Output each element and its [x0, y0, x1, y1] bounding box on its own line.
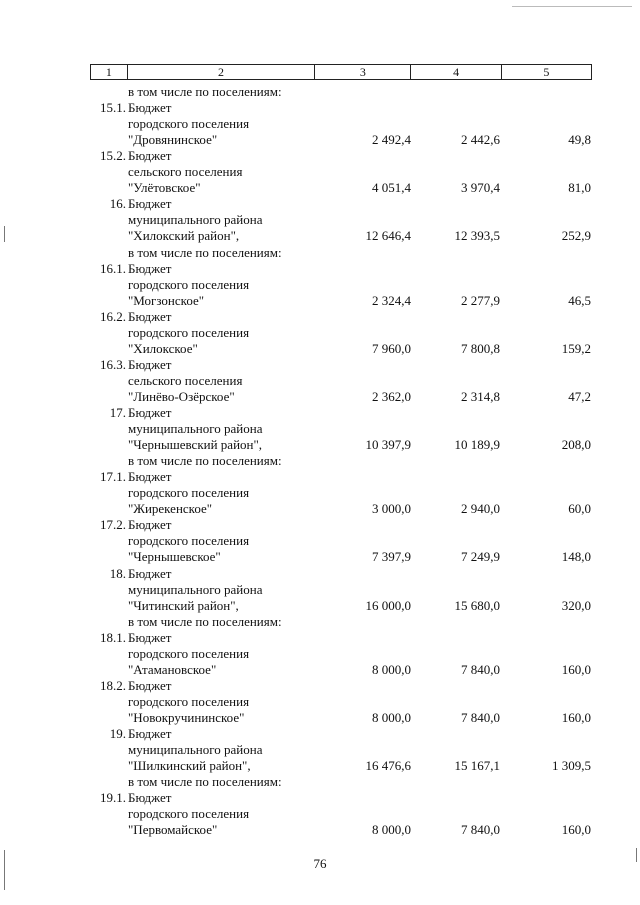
table-row: [0, 373, 640, 389]
value-col-4: 7 800,8: [461, 340, 500, 356]
row-label: в том числе по поселениям:: [128, 774, 282, 790]
value-total: 3 000,0: [372, 501, 411, 517]
row-number: 16.1.: [100, 260, 126, 276]
value-col-4: 7 840,0: [461, 822, 500, 838]
page-number: 76: [313, 856, 327, 871]
table-row: [0, 598, 640, 614]
value-col-5: 160,0: [561, 709, 591, 725]
row-number: 19.1.: [100, 790, 126, 806]
row-label: городского поселения: [128, 485, 250, 501]
value-total: 12 646,4: [365, 228, 411, 244]
value-col-5: 47,2: [568, 388, 591, 404]
table-row: [0, 293, 640, 309]
table-row: [0, 726, 640, 742]
row-label: Бюджет: [128, 517, 172, 533]
row-label: "Жирекенское": [128, 501, 213, 517]
row-label: "Дровянинское": [128, 132, 218, 148]
row-label: "Новокручининское": [128, 709, 245, 725]
table-row: [0, 212, 640, 228]
table-row: [0, 710, 640, 726]
row-label: сельского поселения: [128, 372, 243, 388]
value-col-4: 10 189,9: [454, 437, 500, 453]
row-label: в том числе по поселениям:: [128, 613, 282, 629]
table-row: [0, 806, 640, 822]
row-number: 15.2.: [100, 148, 126, 164]
row-label: Бюджет: [128, 260, 172, 276]
row-label: муниципального района: [128, 421, 263, 437]
value-total: 4 051,4: [372, 180, 411, 196]
value-col-4: 3 970,4: [461, 180, 500, 196]
value-total: 8 000,0: [372, 822, 411, 838]
row-label: "Хилокское": [128, 340, 198, 356]
table-row: [0, 822, 640, 838]
table-row: [0, 453, 640, 469]
value-total: 16 476,6: [365, 758, 411, 774]
table-row: [0, 533, 640, 549]
value-col-4: 15 167,1: [454, 758, 500, 774]
row-label: Бюджет: [128, 565, 172, 581]
value-col-5: 208,0: [561, 437, 591, 453]
scan-artifact: [512, 6, 632, 7]
row-label: Бюджет: [128, 469, 172, 485]
value-total: 8 000,0: [372, 709, 411, 725]
row-label: Бюджет: [128, 356, 172, 372]
row-number: 18.: [109, 565, 126, 581]
row-label: Бюджет: [128, 726, 172, 741]
row-label: в том числе по поселениям:: [128, 244, 282, 260]
value-col-4: 7 840,0: [461, 709, 500, 725]
table-row: [0, 228, 640, 244]
table-row: [0, 277, 640, 293]
table-row: [0, 630, 640, 646]
row-label: Бюджет: [128, 308, 172, 324]
row-label: Бюджет: [128, 196, 172, 212]
table-row: [0, 196, 640, 212]
table-row: [0, 517, 640, 533]
row-label: сельского поселения: [128, 164, 243, 180]
row-label: муниципального района: [128, 742, 263, 758]
table-row: [0, 501, 640, 517]
table-row: [0, 84, 640, 100]
header-col-1: 1: [91, 65, 128, 79]
row-number: 16.3.: [100, 356, 126, 372]
value-col-4: 2 442,6: [461, 132, 500, 148]
row-label: городского поселения: [128, 806, 250, 822]
table-row: [0, 485, 640, 501]
table-row: [0, 132, 640, 148]
table-row: [0, 549, 640, 565]
value-col-4: 12 393,5: [454, 228, 500, 244]
value-total: 7 397,9: [372, 549, 411, 565]
value-col-4: 15 680,0: [454, 597, 500, 613]
value-col-4: 2 314,8: [461, 388, 500, 404]
row-number: 16.2.: [100, 308, 126, 324]
value-col-5: 148,0: [561, 549, 591, 565]
table-row: [0, 309, 640, 325]
row-number: 17.: [109, 405, 126, 420]
table-row: [0, 325, 640, 341]
row-number: 15.1.: [100, 100, 126, 116]
table-row: [0, 405, 640, 421]
table-row: [0, 421, 640, 437]
row-label: "Хилокский район",: [128, 228, 240, 244]
row-number: 17.1.: [100, 469, 126, 485]
row-label: городского поселения: [128, 116, 250, 132]
row-number: 18.1.: [100, 629, 126, 645]
row-label: Бюджет: [128, 100, 172, 116]
value-col-5: 159,2: [561, 340, 591, 356]
value-col-5: 252,9: [561, 228, 591, 244]
value-total: 2 324,4: [372, 292, 411, 308]
row-label: городского поселения: [128, 533, 250, 549]
header-col-4: 4: [411, 65, 501, 79]
row-number: 16.: [109, 196, 126, 212]
row-label: "Шилкинский район",: [128, 758, 251, 774]
header-col-2: 2: [128, 65, 316, 79]
row-label: в том числе по поселениям:: [128, 453, 282, 469]
table-row: [0, 582, 640, 598]
value-total: 8 000,0: [372, 661, 411, 677]
row-number: 19.: [109, 726, 126, 741]
value-col-4: 2 277,9: [461, 292, 500, 308]
table-row: [0, 566, 640, 582]
row-label: Бюджет: [128, 790, 172, 806]
table-row: [0, 694, 640, 710]
table-header: [90, 64, 592, 80]
table-row: [0, 261, 640, 277]
value-total: 7 960,0: [372, 340, 411, 356]
row-label: Бюджет: [128, 677, 172, 693]
value-total: 16 000,0: [365, 597, 411, 613]
table-row: [0, 742, 640, 758]
value-col-5: 1 309,5: [552, 758, 591, 774]
header-col-5: 5: [543, 65, 550, 79]
table-row: [0, 148, 640, 164]
value-col-4: 7 840,0: [461, 661, 500, 677]
row-label: городского поселения: [128, 693, 250, 709]
row-label: городского поселения: [128, 645, 250, 661]
row-label: городского поселения: [128, 276, 250, 292]
value-total: 2 362,0: [372, 388, 411, 404]
row-label: Бюджет: [128, 148, 172, 164]
value-col-4: 7 249,9: [461, 549, 500, 565]
table-row: [0, 389, 640, 405]
table-row: [0, 790, 640, 806]
row-label: "Читинский район",: [128, 597, 239, 613]
row-label: Бюджет: [128, 629, 172, 645]
table-row: [0, 357, 640, 373]
table-row: [0, 116, 640, 132]
row-number: 17.2.: [100, 517, 126, 533]
table-row: [0, 100, 640, 116]
value-col-5: 81,0: [568, 180, 591, 196]
header-col-3: 3: [315, 65, 411, 79]
value-col-5: 160,0: [561, 822, 591, 838]
row-label: "Линёво-Озёрское": [128, 388, 235, 404]
row-label: "Могзонское": [128, 292, 205, 308]
table-row: [0, 758, 640, 774]
table-row: [0, 245, 640, 261]
table-row: [0, 437, 640, 453]
value-col-5: 320,0: [561, 597, 591, 613]
table-row: [0, 662, 640, 678]
value-total: 2 492,4: [372, 132, 411, 148]
value-total: 10 397,9: [365, 437, 411, 453]
row-label: "Атамановское": [128, 661, 217, 677]
table-row: [0, 469, 640, 485]
table-row: [0, 678, 640, 694]
row-label: муниципального района: [128, 212, 263, 228]
row-number: 18.2.: [100, 677, 126, 693]
table-row: [0, 180, 640, 196]
table-row: [0, 646, 640, 662]
row-label: Бюджет: [128, 405, 172, 420]
row-label: городского поселения: [128, 324, 250, 340]
value-col-4: 2 940,0: [461, 501, 500, 517]
table-row: [0, 341, 640, 357]
value-col-5: 60,0: [568, 501, 591, 517]
value-col-5: 49,8: [568, 132, 591, 148]
table-row: [0, 164, 640, 180]
value-col-5: 46,5: [568, 292, 591, 308]
row-label: "Улётовское": [128, 180, 201, 196]
row-label: в том числе по поселениям:: [128, 84, 282, 99]
row-label: "Чернышевский район",: [128, 437, 263, 453]
value-col-5: 160,0: [561, 661, 591, 677]
row-label: муниципального района: [128, 581, 263, 597]
row-label: "Чернышевское": [128, 549, 221, 565]
table-row: [0, 774, 640, 790]
table-row: [0, 614, 640, 630]
row-label: "Первомайское": [128, 822, 218, 838]
